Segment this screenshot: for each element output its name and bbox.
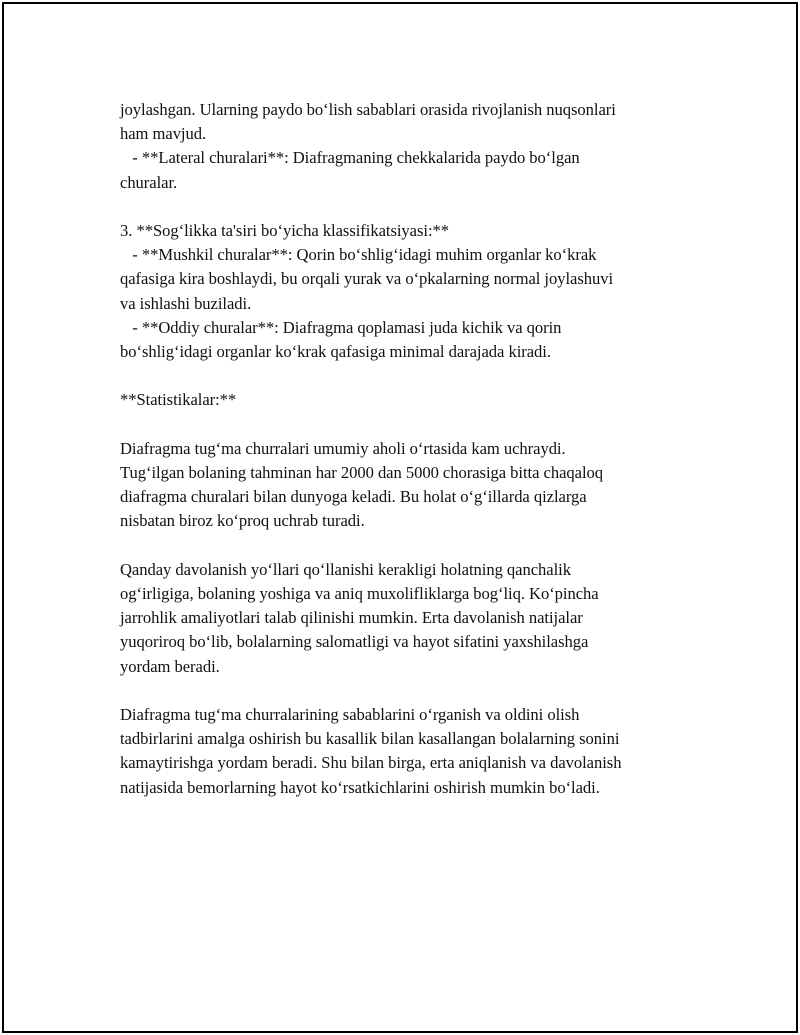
document-body [120,98,690,800]
text-line: kamaytirishga yordam beradi. Shu bilan birga, erta aniqlanish va davolanish [120,753,622,773]
text-line: Diafragma tug‘ma churralari umumiy aholi o‘rtasida kam uchraydi. [120,438,566,458]
text-line: tadbirlarini amalga oshirish bu kasallik bilan kasallangan bolalarning sonini [120,729,620,749]
paragraph-gap [120,534,690,558]
text-line: nisbatan biroz ko‘proq uchrab turadi. [120,511,365,531]
paragraph-gap [120,679,690,703]
text-line: qafasiga kira boshlaydi, bu orqali yurak va o‘pkalarning normal joylashuvi [120,269,614,289]
paragraph-gap [120,364,690,388]
text-line: Tug‘ilgan bolaning tahminan har 2000 dan 5000 chorasiga bitta chaqaloq [120,463,603,482]
text-line: - **Mushkil churalar**: Qorin bo‘shlig‘idagi muhim organlar ko‘krak [120,245,597,265]
paragraph-gap [120,413,690,437]
text-line: - **Oddiy churalar**: Diafragma qoplamasi juda kichik va qorin [120,317,562,337]
text-line: yuqoriroq bo‘lib, bolalarning salomatligi va hayot sifatini yaxshilashga [120,632,589,652]
section-heading: **Statistikalar:** [120,390,237,410]
text-line: va ishlashi buziladi. [120,293,252,313]
text-line: joylashgan. Ularning paydo bo‘lish sabablari orasida rivojlanish nuqsonlari [120,100,616,119]
text-line: - **Lateral churalari**: Diafragmaning chekkalarida paydo bo‘lgan [120,148,580,168]
text-line: ham mavjud. [120,124,207,144]
text-line: Qanday davolanish yo‘llari qo‘llanishi kerakligi holatning qanchalik [120,559,571,579]
text-line: jarrohlik amaliyotlari talab qilinishi mumkin. Erta davolanish natijalar [120,608,583,628]
text-line: og‘irligiga, bolaning yoshiga va aniq muxolifliklarga bog‘liq. Ko‘pincha [120,584,599,603]
text-line: diafragma churalari bilan dunyoga keladi. Bu holat o‘g‘illarda qizlarga [120,487,587,507]
text-line: natijasida bemorlarning hayot ko‘rsatkichlarini oshirish mumkin bo‘ladi. [120,777,600,797]
text-line: 3. **Sog‘likka ta'siri bo‘yicha klassifikatsiyasi:** [120,221,449,240]
document-page [2,2,798,1033]
text-line: yordam beradi. [120,656,220,676]
text-line: Diafragma tug‘ma churralarining sabablarini o‘rganish va oldini olish [120,705,580,724]
text-line: churalar. [120,172,178,192]
paragraph-gap [120,195,690,219]
text-line: bo‘shlig‘idagi organlar ko‘krak qafasiga minimal darajada kiradi. [120,342,551,362]
